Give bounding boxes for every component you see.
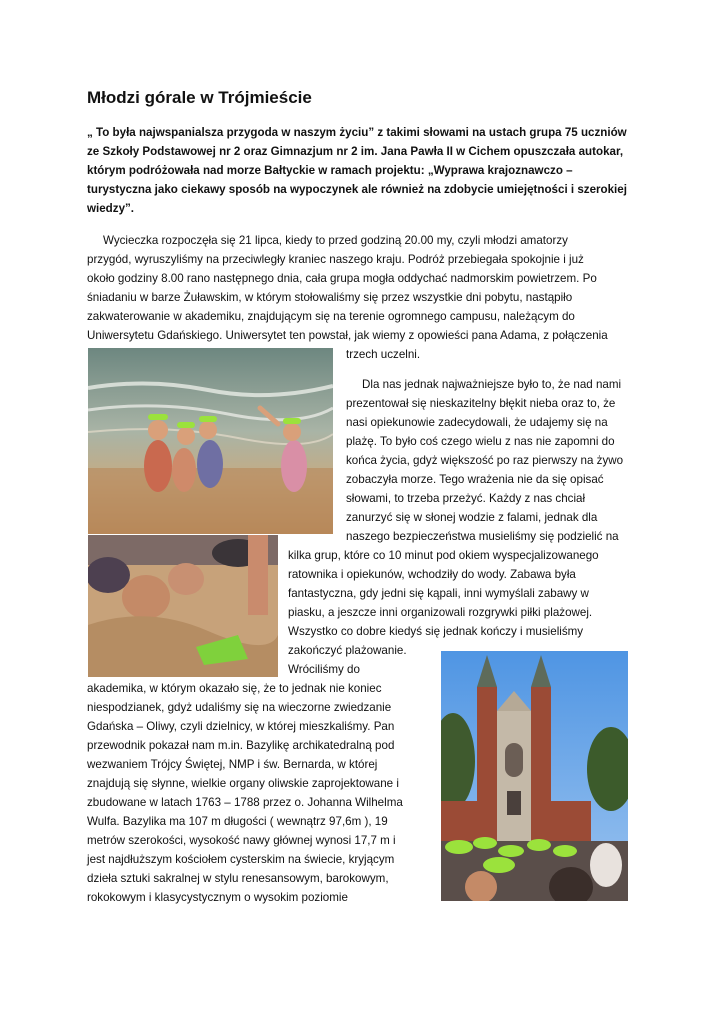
body-line: ratownika i opiekunów, wchodziły do wody. Zabawa była: [288, 568, 576, 581]
body-line: rokokowym i klasycystycznym o wysokim poziomie: [87, 891, 348, 904]
body-line: około godziny 8.00 rano następnego dnia, cała grupa mogła oddychać nadmorskim powietrzem. Po: [87, 272, 597, 285]
body-line: wezwaniem Trójcy Świętej, NMP i św. Bernarda, w której: [87, 758, 378, 771]
body-line: metrów szerokości, wysokość nawy głównej wynosi 17,7 m i: [87, 834, 396, 847]
body-line: Wróciliśmy do: [288, 663, 360, 676]
body-line: zbudowane w latach 1763 – 1788 przez o. Johanna Wilhelma: [87, 796, 403, 809]
cathedral-photo: [441, 651, 628, 901]
body-line: końca życia, gdyż większość po raz pierwszy na żywo: [346, 454, 624, 467]
body-line: słowami, to trzeba przeżyć. Każdy z nas chciał: [346, 492, 586, 505]
body-line: naszego bezpieczeństwa musieliśmy się podzielić na: [346, 530, 619, 543]
body-line: zobaczyła morze. Tego wrażenia nie da się opisać: [346, 473, 604, 486]
body-line: Wycieczka rozpoczęła się 21 lipca, kiedy to przed godziną 20.00 my, czyli młodzi amatorzy: [103, 234, 568, 247]
body-line: jest najdłuższym kościołem cysterskim na świecie, kryjącym: [87, 853, 395, 866]
body-line: fantastyczna, gdy jedni się kąpali, inni wymyślali zabawy w: [288, 587, 589, 600]
body-line: zanurzyć się w słonej wodzie z falami, jednak dla: [346, 511, 598, 524]
body-line: niespodzianek, gdyż udaliśmy się na wieczorne zwiedzanie: [87, 701, 392, 714]
article-lead: „ To była najwspanialsza przygoda w naszym życiu” z takimi słowami na ustach grupa 75 uczniów ze Szkoły Podstawowej nr 2 oraz Gimnazjum nr 2 im. Jana Pawła II w Cichem opuszczała autokar, którym podróżowała nad morze Bałtyckie w ramach projektu: „Wyprawa krajoznawczo – turystyczna jako ciekawy sposób na wypoczynek ale również na zdobycie umiejętności i szerokiej wiedzy”.: [87, 126, 627, 215]
body-line: Wszystko co dobre kiedyś się jednak kończy i musieliśmy: [288, 625, 584, 638]
body-line: kilka grup, które co 10 minut pod okiem wyspecjalizowanego: [288, 549, 599, 562]
body-line: znajdują się słynne, wielkie organy oliwskie zaprojektowane i: [87, 777, 399, 790]
sand-photo: [88, 535, 278, 677]
body-line: plażę. To było coś czego wielu z nas nie zapomni do: [346, 435, 615, 448]
body-line: dzieła sztuki sakralnej w stylu renesansowym, barokowym,: [87, 872, 389, 885]
body-line: nasi opiekunowie zadecydowali, że udajemy się na: [346, 416, 608, 429]
beach-photo: [88, 348, 333, 534]
body-line: przygód, wyruszyliśmy na przeciwległy kraniec naszego kraju. Podróż przebiegała spokojnie i już: [87, 253, 584, 266]
body-line: Wulfa. Bazylika ma 107 m długości ( wewnątrz 97,6m ), 19: [87, 815, 388, 828]
body-line: trzech uczelni.: [346, 348, 421, 361]
body-line: Gdańska – Oliwy, czyli dzielnicy, w której mieszkaliśmy. Pan: [87, 720, 395, 733]
body-line: śniadaniu w barze Żuławskim, w którym stołowaliśmy się przez wszystkie dni pobytu, nastąpiło: [87, 291, 573, 304]
body-line: piasku, a jeszcze inni organizowali rozgrywki piłki plażowej.: [288, 606, 593, 619]
body-line: prezentował się nieskazitelny błękit nieba oraz to, że: [346, 397, 616, 410]
body-line: przewodnik pokazał nam m.in. Bazylikę archikatedralną pod: [87, 739, 395, 752]
body-line: Dla nas jednak najważniejsze było to, że nad nami: [362, 378, 622, 391]
body-line: akademika, w którym okazało się, że to jednak nie koniec: [87, 682, 382, 695]
body-line: Uniwersytetu Gdańskiego. Uniwersytet ten powstał, jak wiemy z opowieści pana Adama, z połączenia: [87, 329, 608, 342]
article-title: Młodzi górale w Trójmieście: [87, 88, 312, 107]
body-line: zakończyć plażowanie.: [288, 644, 407, 657]
body-line: zakwaterowanie w akademiku, znajdującym się na terenie ogromnego campusu, należącym do: [87, 310, 575, 323]
